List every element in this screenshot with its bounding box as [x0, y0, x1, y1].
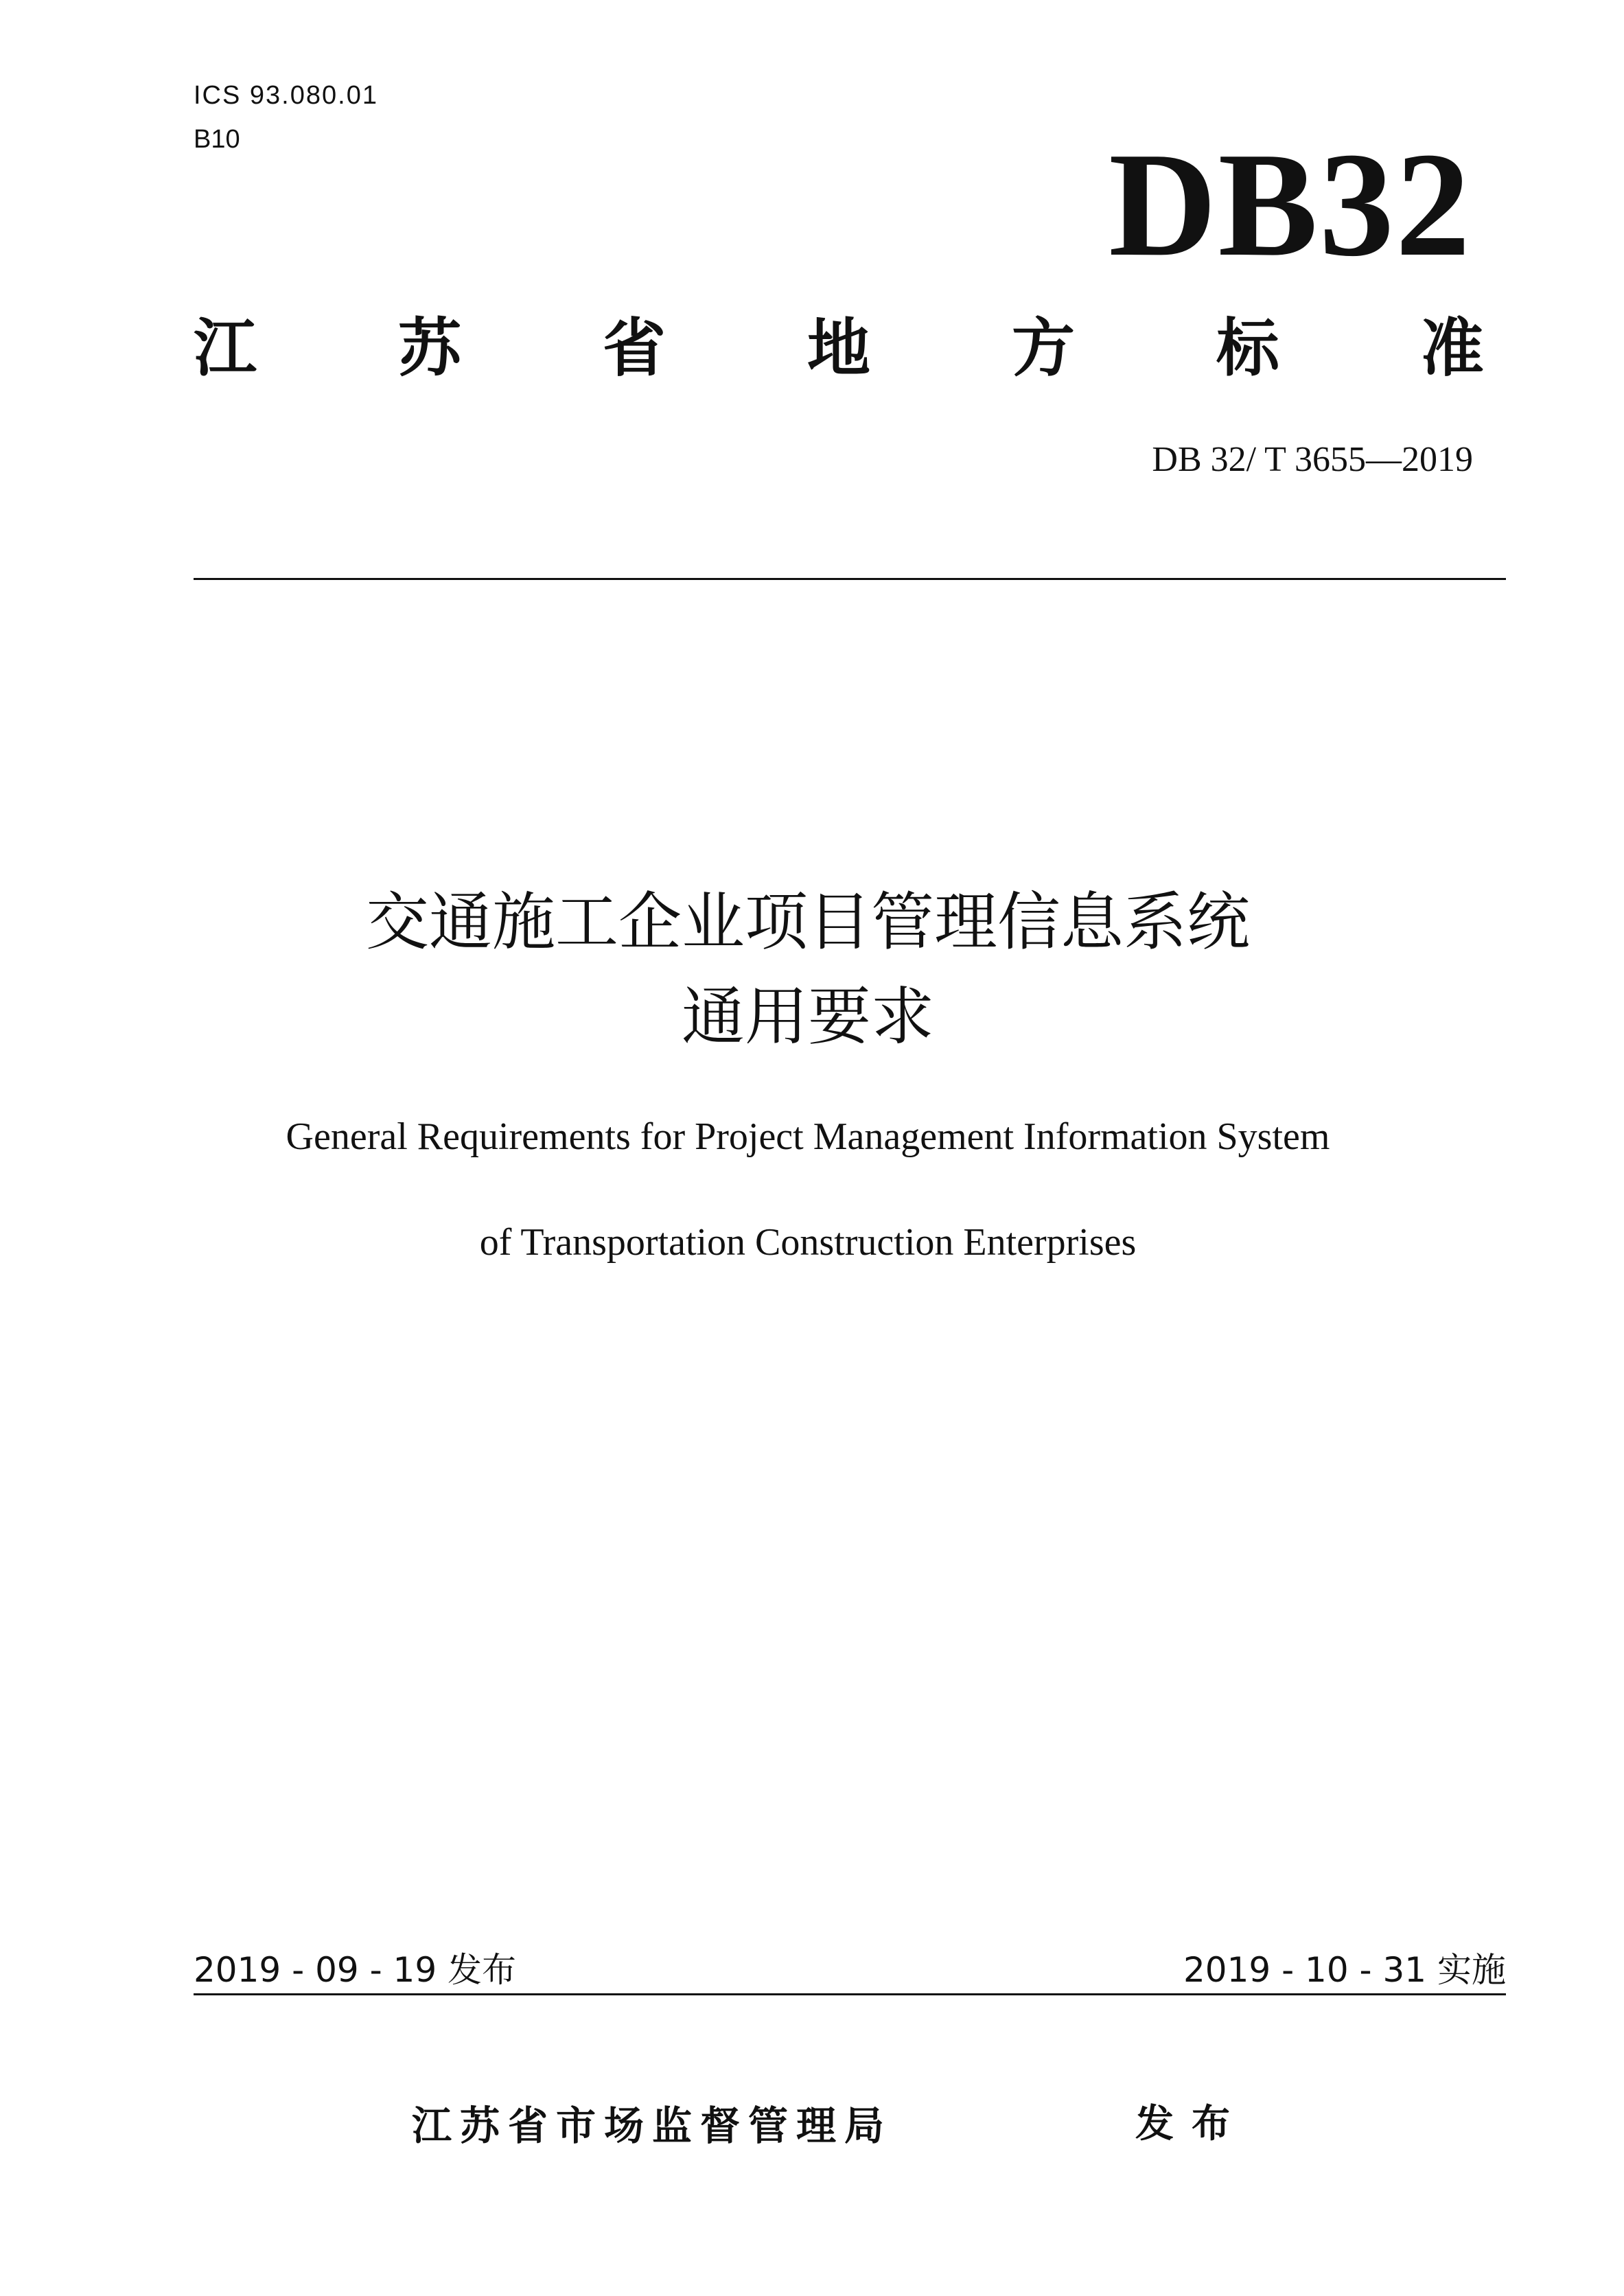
title-cn-line1: 交通施工企业项目管理信息系统: [365, 885, 1250, 959]
title-en-line1: General Requirements for Project Management Information System: [286, 1115, 1330, 1158]
standard-type-char: 省: [602, 312, 666, 385]
standard-type-char: 标: [1216, 312, 1279, 385]
classification-code: B10: [194, 125, 240, 154]
issue-date: 2019 - 09 - 19 发布: [194, 1950, 517, 1990]
standard-type-char: 方: [1011, 312, 1075, 385]
implement-date: 2019 - 10 - 31 实施: [1183, 1950, 1506, 1990]
standard-type-char: 苏: [397, 312, 461, 385]
standard-type-char: 准: [1420, 312, 1484, 385]
top-divider: [194, 578, 1506, 580]
title-en-line2: of Transportation Construction Enterprises: [479, 1221, 1137, 1264]
ics-code: ICS 93.080.01: [194, 81, 378, 110]
issuing-authority: 江苏省市场监督管理局: [412, 2102, 893, 2149]
standard-type-heading: [194, 312, 1484, 385]
db-logo: DB32: [1109, 122, 1472, 288]
bottom-divider: [194, 1993, 1506, 1995]
title-cn-line2: 通用要求: [681, 980, 934, 1054]
standard-number: DB 32/ T 3655—2019: [1152, 440, 1473, 479]
issue-label: 发布: [1135, 2102, 1248, 2146]
standard-type-char: 江: [194, 312, 257, 385]
standard-type-char: 地: [807, 312, 870, 385]
